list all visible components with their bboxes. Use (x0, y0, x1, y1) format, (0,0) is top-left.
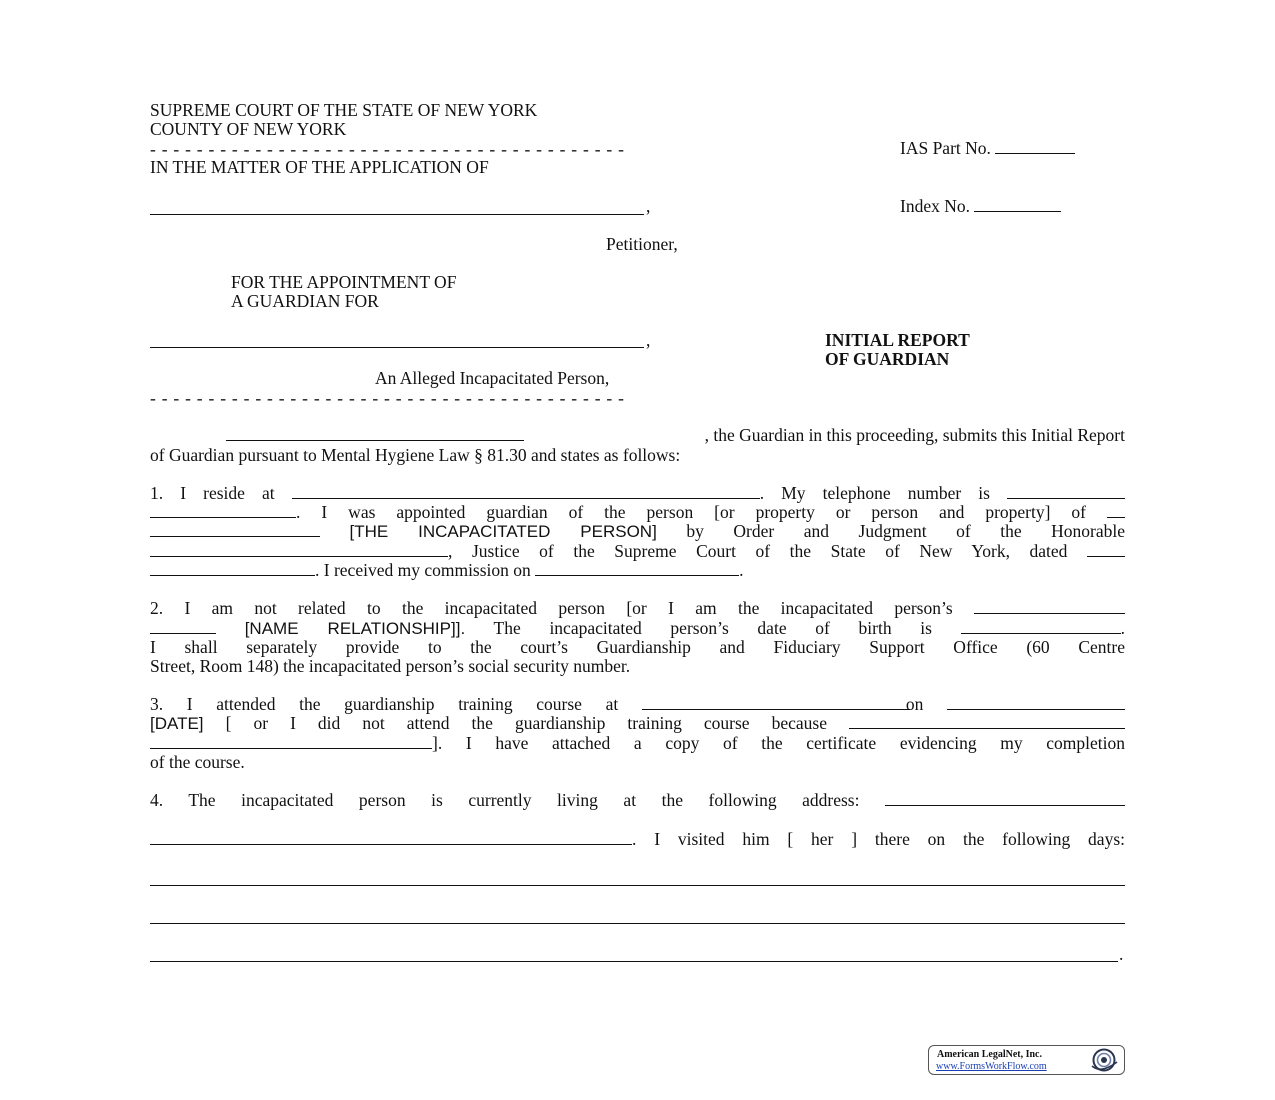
training-location-blank[interactable] (642, 694, 910, 710)
p4-line-2: . I visited him [ her ] there on the following days: (150, 829, 1125, 849)
court-name: SUPREME COURT OF THE STATE OF NEW YORK (150, 100, 538, 120)
comma: , (646, 196, 651, 216)
alleged-incapacitated-label: An Alleged Incapacitated Person, (375, 368, 610, 388)
p3-line-3: ]. I have attached a copy of the certificate evidencing my completion (150, 733, 1125, 753)
caption-divider-bottom: - - - - - - - - - - - - - - - - - - - - - - - - - - - - - - - - - - - - - - - - - (150, 388, 625, 408)
p1-line-5: . I received my commission on . (150, 560, 1125, 580)
comma: , (646, 330, 651, 350)
intro-line-2: of Guardian pursuant to Mental Hygiene Law § 81.30 and states as follows: (150, 445, 681, 465)
document-title-line-1: INITIAL REPORT (825, 330, 970, 350)
current-address-blank-cont[interactable] (150, 829, 632, 845)
order-date-blank[interactable] (1087, 541, 1125, 557)
p1-line-1: 1. I reside at . My telephone number is (150, 483, 1125, 503)
date-placeholder: [DATE] (150, 714, 204, 733)
p1-line-4: , Justice of the Supreme Court of the State of New York, dated (150, 541, 1125, 561)
index-no-label: Index No. (900, 196, 970, 216)
no-training-reason-blank[interactable] (849, 713, 1125, 729)
appointment-line-2: A GUARDIAN FOR (231, 291, 379, 311)
p4-line-1: 4. The incapacitated person is currently living at the following address: (150, 790, 1125, 810)
date-of-birth-blank[interactable] (961, 618, 1121, 634)
incapacitated-person-blank-cont[interactable] (150, 521, 320, 537)
commission-date-blank[interactable] (535, 560, 739, 576)
index-no-field (900, 196, 1061, 216)
matter-heading: IN THE MATTER OF THE APPLICATION OF (150, 157, 489, 177)
name-relationship-placeholder: [NAME RELATIONSHIP]]. (244, 619, 466, 638)
ias-part-blank[interactable] (995, 138, 1075, 154)
visit-days-line-2[interactable] (150, 923, 1125, 924)
guardian-name-blank[interactable] (226, 425, 524, 441)
current-address-blank[interactable] (885, 790, 1125, 806)
residence-address-blank[interactable] (292, 483, 760, 499)
petitioner-name-line[interactable] (150, 214, 644, 215)
p2-line-3: I shall separately provide to the court’s Guardianship and Fiduciary Support Office (60 Centre (150, 637, 1125, 657)
p2-line-4: Street, Room 148) the incapacitated person’s social security number. (150, 656, 631, 676)
index-no-blank[interactable] (974, 196, 1061, 212)
order-date-blank-cont[interactable] (150, 560, 315, 576)
p3-line-1: 3. I attended the guardianship training course at on (150, 694, 1125, 714)
training-date-blank[interactable] (947, 694, 1125, 710)
ias-part-label: IAS Part No. (900, 138, 991, 158)
telephone-blank-cont[interactable] (150, 502, 296, 518)
incapacitated-person-blank[interactable] (1107, 502, 1125, 518)
document-title-line-2: OF GUARDIAN (825, 349, 950, 369)
p2-line-2: [NAME RELATIONSHIP]]. The incapacitated person’s date of birth is . (150, 618, 1125, 639)
petitioner-label: Petitioner, (606, 234, 678, 254)
relationship-blank[interactable] (974, 598, 1125, 614)
caption-divider-top: - - - - - - - - - - - - - - - - - - - - - - - - - - - - - - - - - - - - - - - - - (150, 139, 625, 159)
intro-line-1: , the Guardian in this proceeding, submits this Initial Report (226, 425, 1125, 445)
p3-line-2: [DATE] [ or I did not attend the guardianship training course because (150, 713, 1125, 734)
globe-swirl-icon (1089, 1048, 1119, 1072)
american-legalnet-logo (928, 1045, 1125, 1075)
p1-line-2: . I was appointed guardian of the person [or property or person and property] of (150, 502, 1125, 522)
telephone-blank[interactable] (1007, 483, 1125, 499)
alleged-person-name-line[interactable] (150, 347, 644, 348)
p2-line-1: 2. I am not related to the incapacitated person [or I am the incapacitated person’s (150, 598, 1125, 618)
visit-days-line-1[interactable] (150, 885, 1125, 886)
p3-line-4: of the course. (150, 752, 245, 772)
final-period: . (1119, 944, 1124, 964)
no-training-reason-blank-cont[interactable] (150, 733, 432, 749)
appointment-line-1: FOR THE APPOINTMENT OF (231, 272, 457, 292)
visit-days-line-3[interactable] (150, 961, 1118, 962)
justice-name-blank[interactable] (150, 541, 448, 557)
company-name: American LegalNet, Inc. (937, 1049, 1042, 1060)
relationship-blank-cont[interactable] (150, 618, 216, 634)
company-url-link[interactable]: www.FormsWorkFlow.com (936, 1061, 1047, 1072)
county-name: COUNTY OF NEW YORK (150, 119, 347, 139)
incapacitated-person-placeholder: [THE INCAPACITATED PERSON] (349, 522, 657, 541)
ias-part-field (900, 138, 1075, 158)
p1-line-3: [THE INCAPACITATED PERSON] by Order and Judgment of the Honorable (150, 521, 1125, 542)
